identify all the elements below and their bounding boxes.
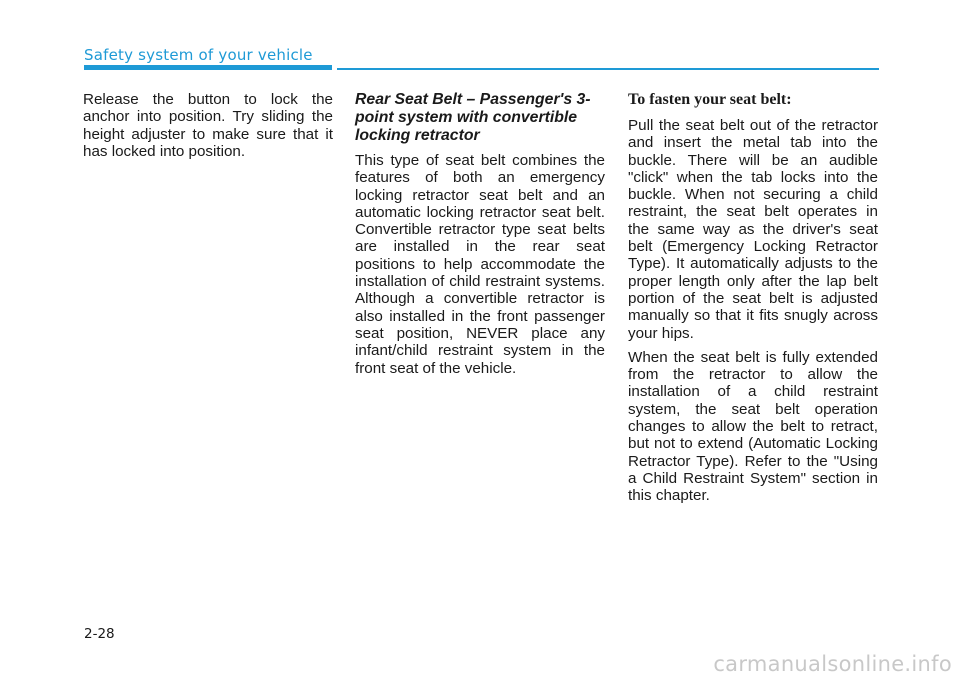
- page-number: 2-28: [84, 626, 115, 642]
- middle-paragraph-1: This type of seat belt combines the features of both an emergency locking retractor seat belt and an automatic locking retractor seat belt. Convertible retractor type seat belts are installed in the rear seat positions to help accommodate the installation of child restraint systems. Although a convertible retractor is also installed in the front passenger seat position, NEVER place any infant/child restraint system in the front seat of the vehicle.: [355, 152, 605, 377]
- fasten-seat-belt-heading: To fasten your seat belt:: [628, 91, 792, 108]
- header-rule: [337, 68, 879, 70]
- right-paragraph-2: When the seat belt is fully extended from the retractor to allow the installation of a child restraint system, the seat belt operation changes to allow the belt to retract, but not to extend (Automatic Locking Retractor Type). Refer to the "Using a Child Restraint System" section in this chapter.: [628, 348, 878, 505]
- right-paragraph-1: Pull the seat belt out of the retractor and insert the metal tab into the buckle. There will be an audible "click" when the tab locks into the buckle. When not securing a child restraint, the seat belt operates in the same way as the driver's seat belt (Emergency Locking Retractor Type). It automatically adjusts to the proper length only after the lap belt portion of the seat belt is adjusted manually so that it fits snugly across your hips.: [628, 117, 878, 342]
- rear-seat-belt-heading: Rear Seat Belt – Passenger's 3-point system with convertible locking retractor: [355, 91, 591, 144]
- section-title-bar: [84, 65, 332, 70]
- right-column: [628, 91, 878, 512]
- left-paragraph-1: Release the button to lock the anchor into position. Try sliding the height adjuster to make sure that it has locked into position.: [83, 91, 333, 160]
- watermark: carmanualsonline.info: [713, 652, 952, 676]
- section-title: Safety system of your vehicle: [84, 46, 313, 64]
- left-column: [83, 91, 333, 167]
- middle-column: [355, 91, 605, 384]
